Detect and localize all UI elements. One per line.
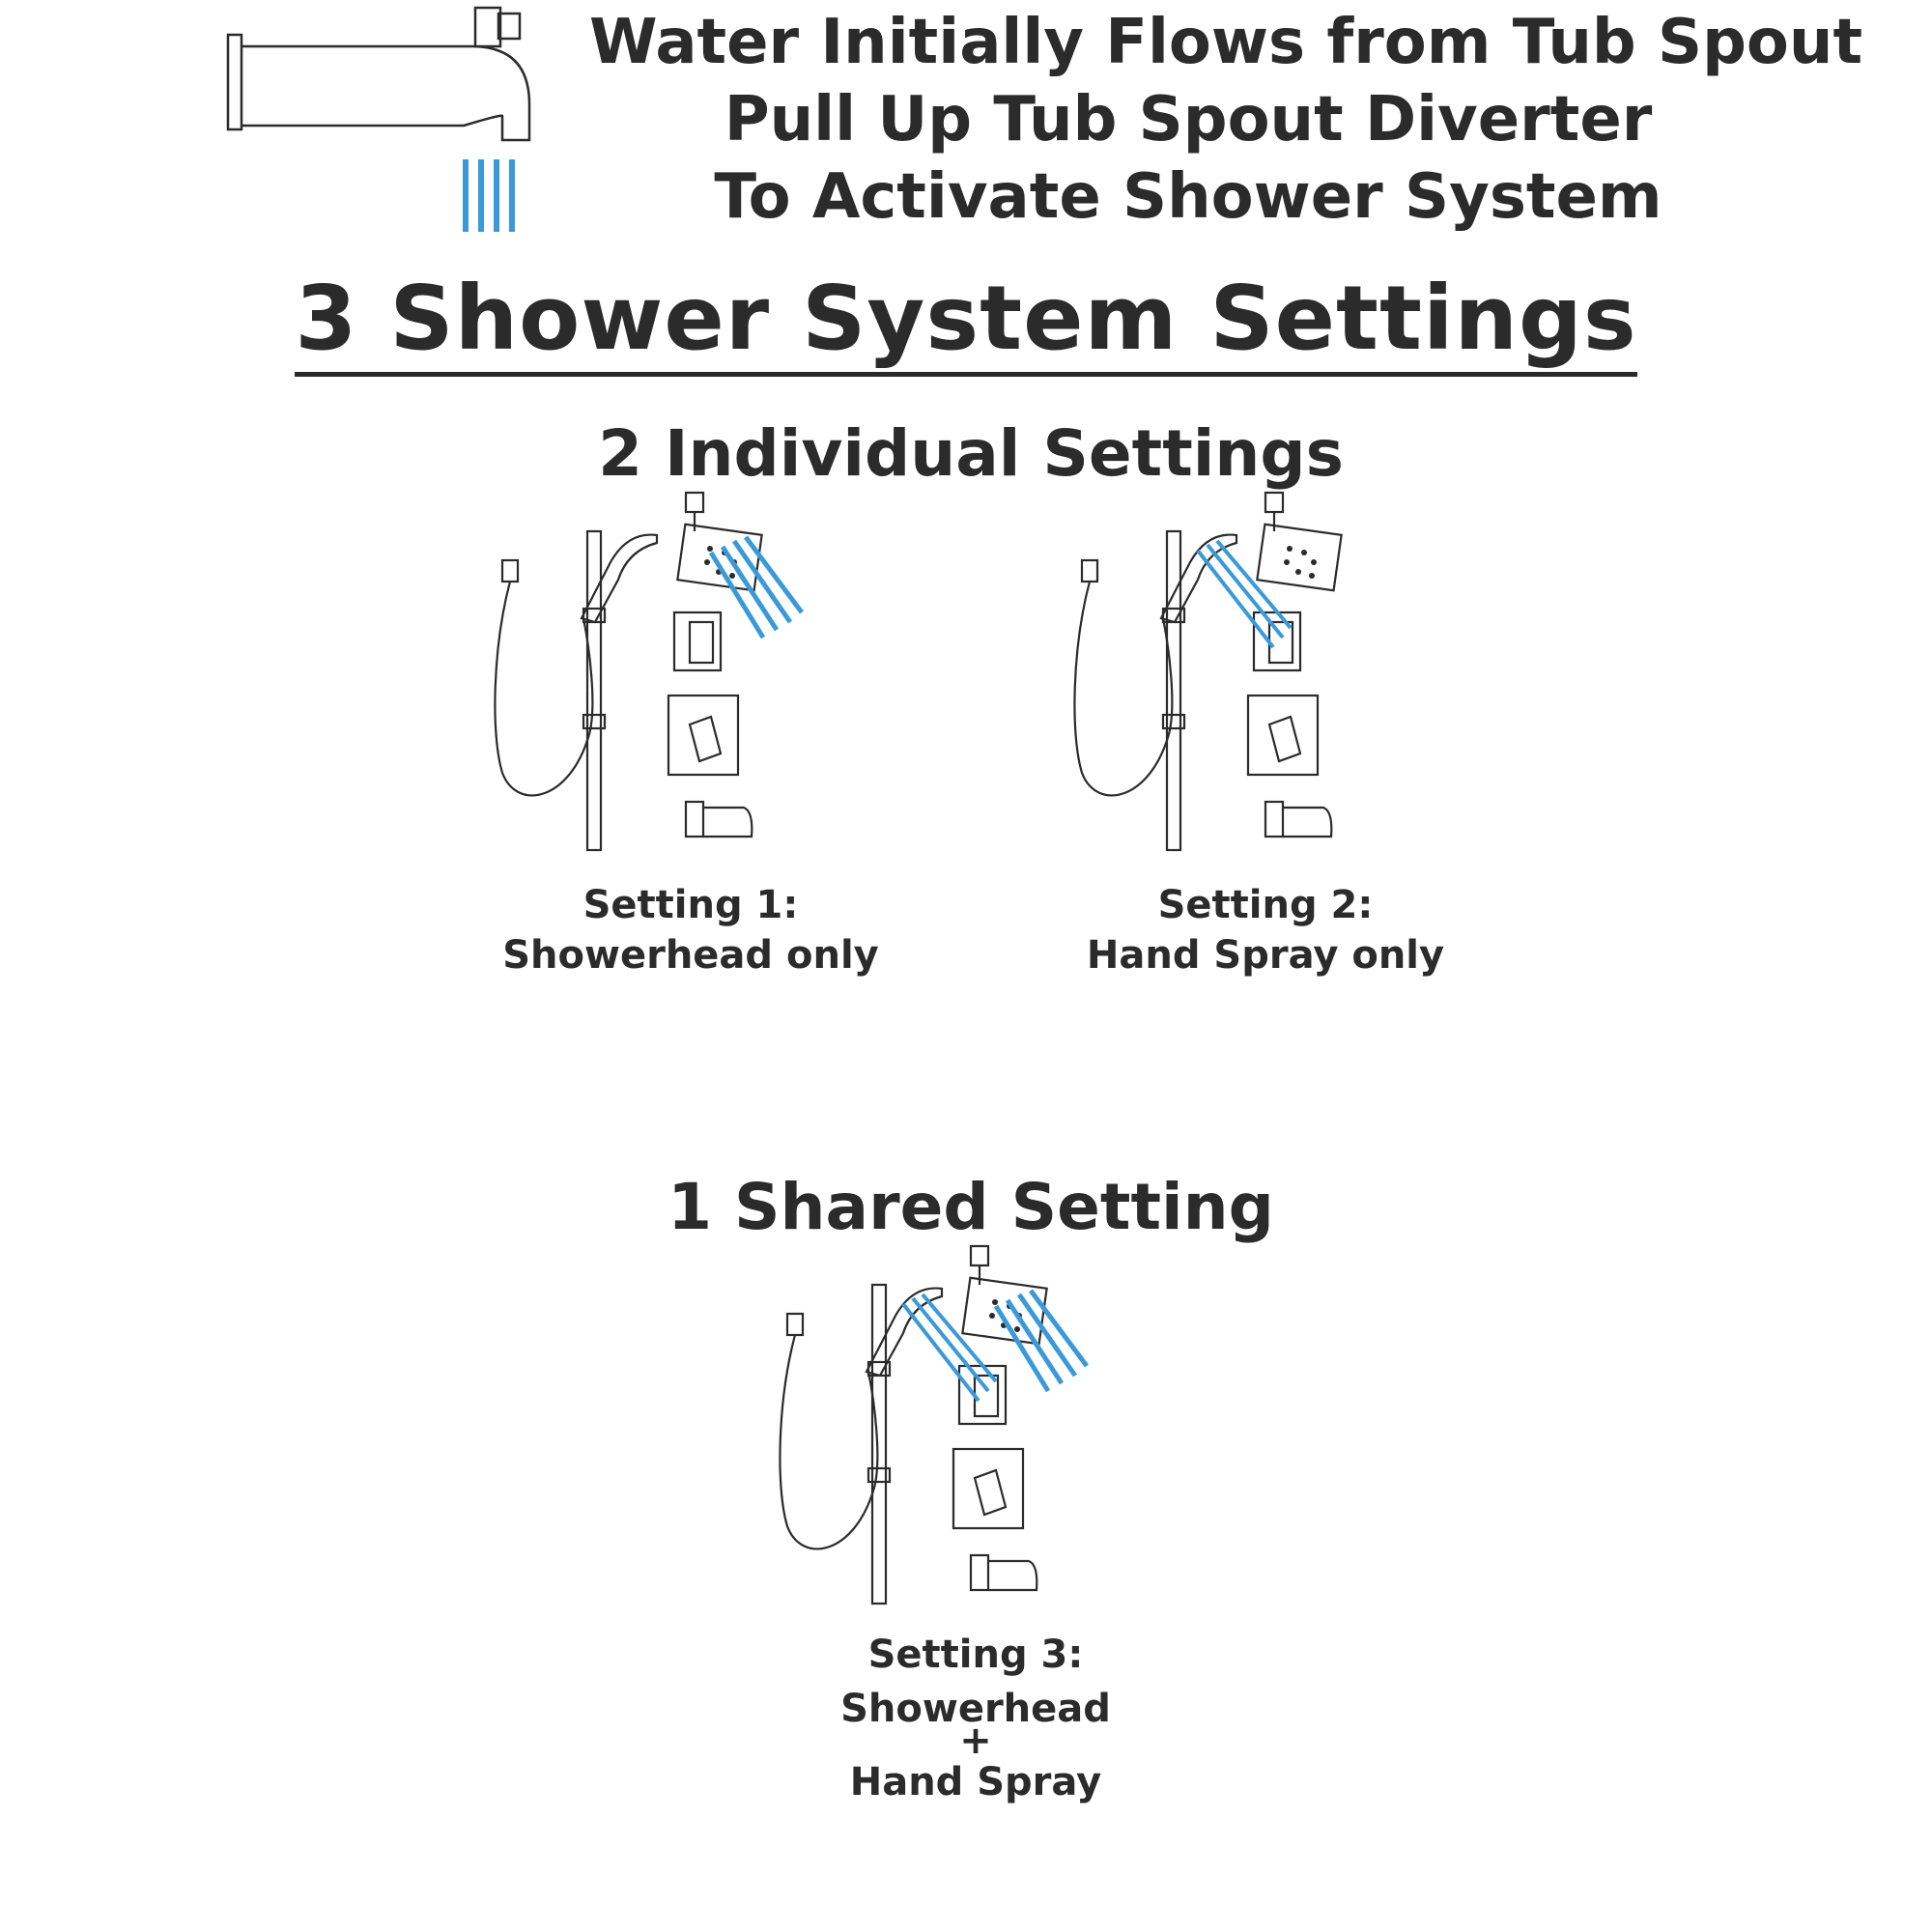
header-line-1: Water Initially Flows from Tub Spout	[589, 7, 1863, 78]
shared-section-title: 1 Shared Setting	[668, 1170, 1274, 1244]
main-title: 3 Shower System Settings	[295, 267, 1636, 377]
water-stream-icon	[466, 159, 512, 232]
setting-2-label: Setting 2:	[1157, 883, 1374, 927]
setting-2-diagram	[1063, 493, 1372, 869]
header-line-2: Pull Up Tub Spout Diverter	[724, 84, 1653, 156]
setting-3-line-2: Hand Spray	[849, 1760, 1102, 1804]
setting-2-desc: Hand Spray only	[1086, 933, 1445, 978]
tub-spout-illustration	[222, 0, 541, 242]
setting-3-label: Setting 3:	[867, 1633, 1084, 1677]
setting-3-line-1: Showerhead	[840, 1687, 1111, 1731]
setting-3-plus: +	[959, 1719, 992, 1763]
setting-1-diagram	[483, 493, 792, 869]
setting-3-diagram	[768, 1246, 1096, 1623]
setting-1-label: Setting 1:	[582, 883, 799, 927]
setting-1-desc: Showerhead only	[502, 933, 879, 978]
header-line-3: To Activate Shower System	[714, 161, 1662, 233]
individual-section-title: 2 Individual Settings	[598, 416, 1344, 491]
